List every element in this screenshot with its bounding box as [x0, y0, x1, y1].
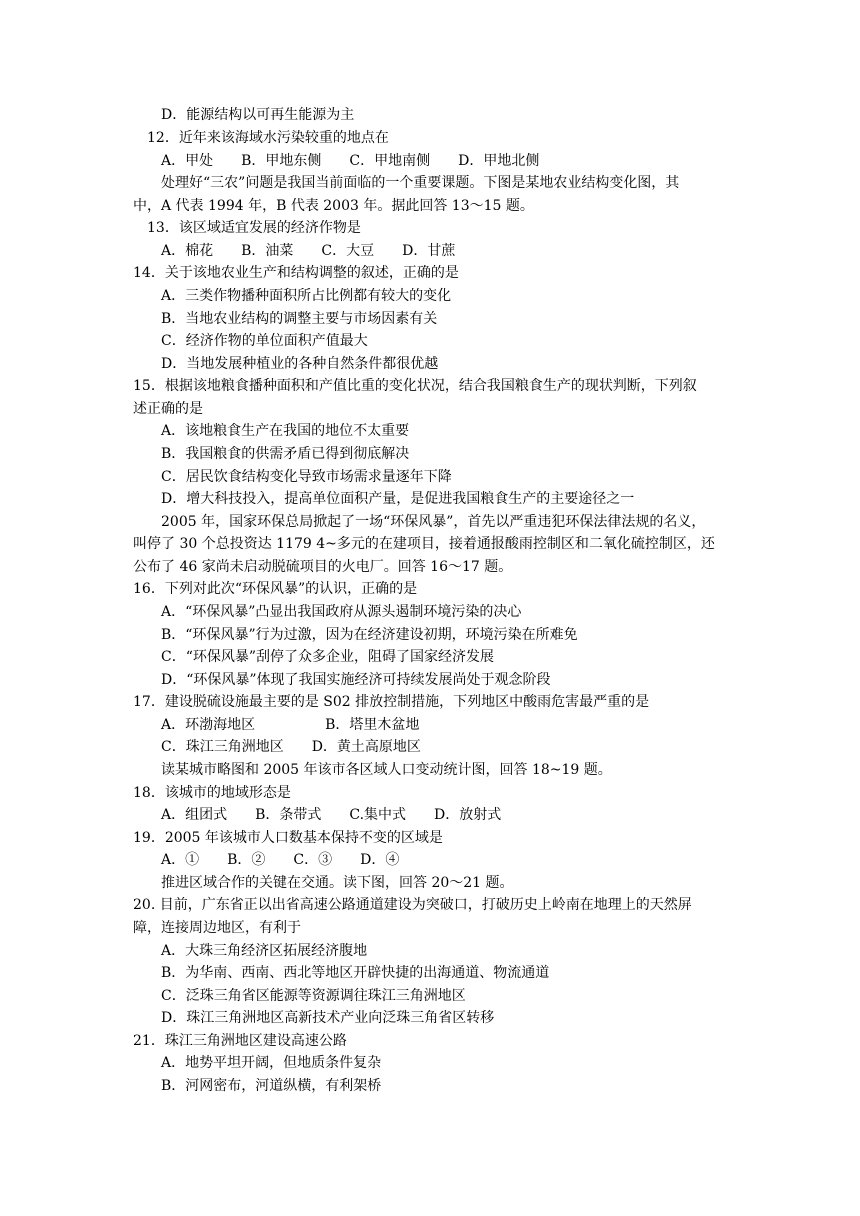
- option-21-a: A．地势平坦开阔，但地质条件复杂: [161, 1055, 382, 1071]
- option-15-a: A．该地粮食生产在我国的地位不太重要: [161, 423, 410, 439]
- option-20-b: B．为华南、西南、西北等地区开辟快捷的出海通道、物流通道: [161, 965, 550, 981]
- option-14-b: B．当地农业结构的调整主要与市场因素有关: [161, 311, 438, 327]
- option-16-d: D．“环保风暴”体现了我国实施经济可持续发展尚处于观念阶段: [161, 672, 551, 688]
- option-20-c: C．泛珠三角省区能源等资源调往珠江三角洲地区: [161, 988, 466, 1004]
- question-13: 13．该区域适宜发展的经济作物是: [147, 220, 361, 236]
- option-14-c: C．经济作物的单位面积产值最大: [161, 333, 368, 349]
- option-14-d: D．当地发展种植业的各种自然条件都很优越: [161, 356, 439, 372]
- option-11-d: D．能源结构以可再生能源为主: [161, 107, 355, 123]
- passage-16-17-line-2: 叫停了 30 个总投资达 1179 4~多元的在建项目，接着通报酸雨控制区和二氧化硫控制区，还: [133, 536, 715, 552]
- question-14: 14．关于该地农业生产和结构调整的叙述，正确的是: [133, 265, 459, 281]
- question-15-line-2: 述正确的是: [133, 401, 203, 417]
- question-17: 17．建设脱硫设施最主要的是 S02 排放控制措施，下列地区中酸雨危害最严重的是: [133, 694, 650, 710]
- option-15-d: D．增大科技投入，提高单位面积产量，是促进我国粮食生产的主要途径之一: [161, 491, 635, 507]
- option-21-b: B．河网密布，河道纵横，有利架桥: [161, 1078, 382, 1094]
- passage-16-17-line-1: 2005 年，国家环保总局掀起了一场“环保风暴”，首先以严重违犯环保法律法规的名义，: [161, 514, 706, 530]
- option-14-a: A．三类作物播种面积所占比例都有较大的变化: [161, 288, 452, 304]
- question-21: 21．珠江三角洲地区建设高速公路: [133, 1033, 347, 1049]
- options-12: A．甲处 B．甲地东侧 C．甲地南侧 D．甲地北侧: [161, 153, 540, 169]
- question-16: 16．下列对此次“环保风暴”的认识，正确的是: [133, 581, 418, 597]
- passage-18-19: 读某城市略图和 2005 年该市各区域人口变动统计图，回答 18~19 题。: [161, 762, 612, 778]
- option-15-c: C．居民饮食结构变化导致市场需求量逐年下降: [161, 469, 452, 485]
- question-20-line-2: 障，连接周边地区，有利于: [133, 920, 301, 936]
- passage-13-15-line-1: 处理好“三农”问题是我国当前面临的一个重要课题。下图是某地农业结构变化图，其: [161, 175, 680, 191]
- option-20-a: A．大珠三角经济区拓展经济腹地: [161, 943, 368, 959]
- passage-16-17-line-3: 公布了 46 家尚未启动脱硫项目的火电厂。回答 16～17 题。: [133, 559, 513, 575]
- option-16-c: C．“环保风暴”刮停了众多企业，阻碍了国家经济发展: [161, 649, 495, 665]
- question-15-line-1: 15．根据该地粮食播种面积和产值比重的变化状况，结合我国粮食生产的现状判断，下列叙: [133, 378, 697, 394]
- options-17-row-1: A．环渤海地区 B．塔里木盆地: [161, 717, 420, 733]
- option-16-a: A．“环保风暴”凸显出我国政府从源头遏制环境污染的决心: [161, 604, 522, 620]
- passage-20-21: 推进区域合作的关键在交通。读下图，回答 20～21 题。: [161, 875, 514, 891]
- question-19: 19．2005 年该城市人口数基本保持不变的区域是: [133, 830, 443, 846]
- options-17-row-2: C．珠江三角洲地区 D．黄土高原地区: [161, 739, 421, 755]
- options-18: A．组团式 B．条带式 C.集中式 D．放射式: [161, 807, 502, 823]
- question-12: 12．近年来该海域水污染较重的地点在: [147, 130, 389, 146]
- passage-13-15-line-2: 中，A 代表 1994 年，B 代表 2003 年。据此回答 13～15 题。: [133, 198, 534, 214]
- option-16-b: B．“环保风暴”行为过激，因为在经济建设初期，环境污染在所难免: [161, 627, 578, 643]
- options-13: A．棉花 B．油菜 C．大豆 D．甘蔗: [161, 243, 456, 259]
- option-15-b: B．我国粮食的供需矛盾已得到彻底解决: [161, 446, 410, 462]
- options-19: A．① B．② C．③ D．④: [161, 852, 400, 868]
- option-20-d: D．珠江三角洲地区高新技术产业向泛珠三角省区转移: [161, 1010, 495, 1026]
- question-20-line-1: 20. 目前，广东省正以出省高速公路通道建设为突破口，打破历史上岭南在地理上的天然屏: [133, 897, 692, 913]
- question-18: 18．该城市的地域形态是: [133, 785, 291, 801]
